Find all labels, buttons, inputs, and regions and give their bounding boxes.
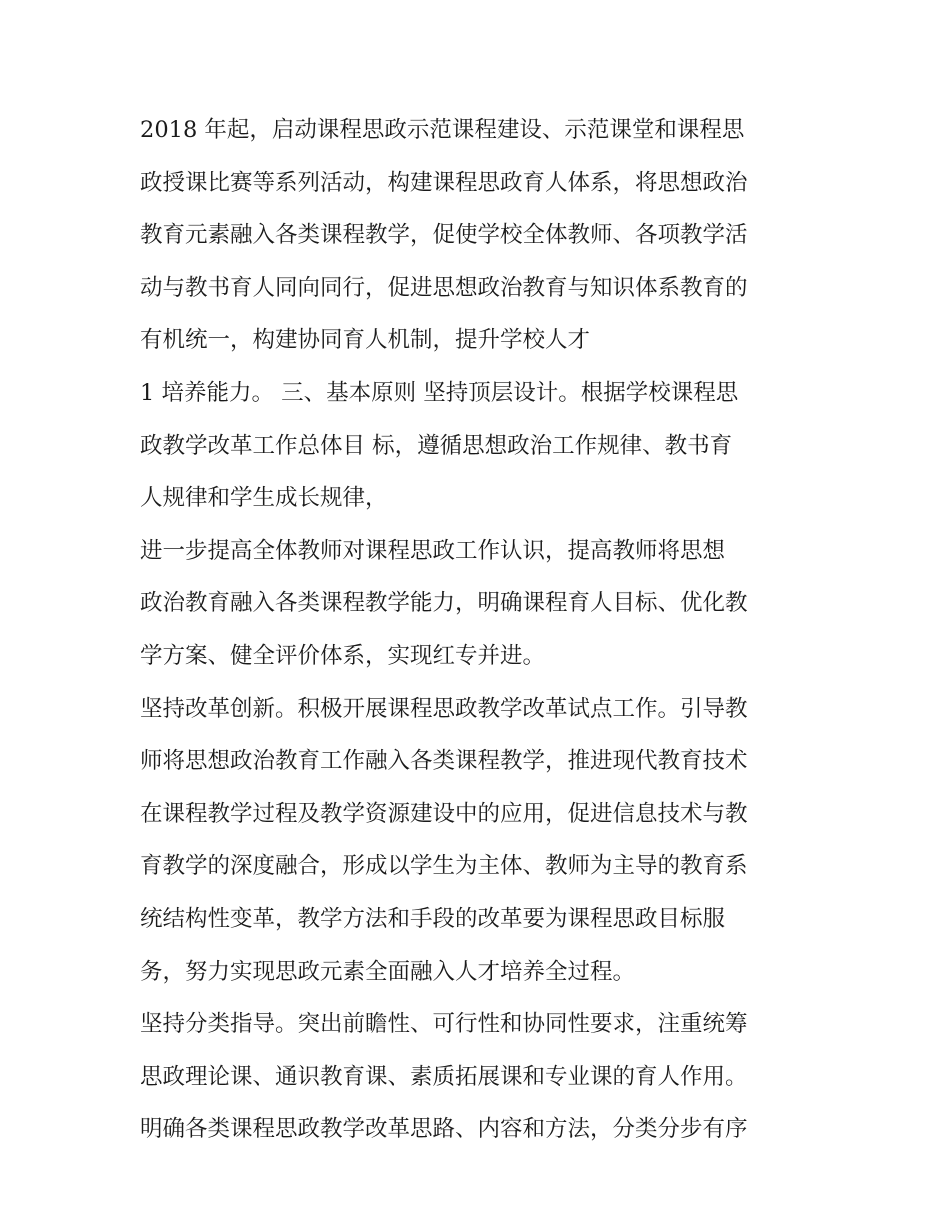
text-line: 有机统一，构建协同育人机制，提升学校人才: [140, 327, 591, 354]
text-line: 明确各类课程思政教学改革思路、内容和方法，分类分步有序: [140, 1116, 748, 1143]
text-line: 务，努力实现思政元素全面融入人才培养全过程。: [140, 958, 636, 985]
text-line: 进一步提高全体教师对课程思政工作认识，提高教师将思想: [140, 537, 726, 564]
text-line: 统结构性变革，教学方法和手段的改革要为课程思政目标服: [140, 905, 726, 932]
text-line: 2018 年起，启动课程思政示范课程建设、示范课堂和课程思: [140, 117, 745, 143]
text-line: 学方案、健全评价体系，实现红专并进。: [140, 642, 546, 669]
text-line: 在课程教学过程及教学资源建设中的应用，促进信息技术与教: [140, 800, 748, 827]
text-line: 坚持分类指导。突出前瞻性、可行性和协同性要求，注重统筹: [140, 1011, 748, 1038]
text-line: 师将思想政治教育工作融入各类课程教学，推进现代教育技术: [140, 748, 748, 775]
text-line: 政教学改革工作总体目 标，遵循思想政治工作规律、教书育: [140, 432, 733, 459]
text-line: 教育元素融入各类课程教学，促使学校全体教师、各项教学活: [140, 222, 748, 249]
body-text: [140, 104, 830, 1156]
text-line: 政治教育融入各类课程教学能力，明确课程育人目标、优化教: [140, 590, 748, 617]
text-line: 人规律和学生成长规律，: [140, 485, 388, 512]
text-line: 动与教书育人同向同行，促进思想政治教育与知识体系教育的: [140, 274, 748, 301]
text-line: 育教学的深度融合，形成以学生为主体、教师为主导的教育系: [140, 853, 748, 880]
text-line: 1 培养能力。 三、基本原则 坚持顶层设计。根据学校课程思: [140, 379, 739, 406]
text-line: 思政理论课、通识教育课、素质拓展课和专业课的育人作用。: [140, 1063, 748, 1090]
text-line: 政授课比赛等系列活动，构建课程思政育人体系，将思想政治: [140, 169, 748, 196]
text-line: 坚持改革创新。积极开展课程思政教学改革试点工作。引导教: [140, 695, 748, 722]
